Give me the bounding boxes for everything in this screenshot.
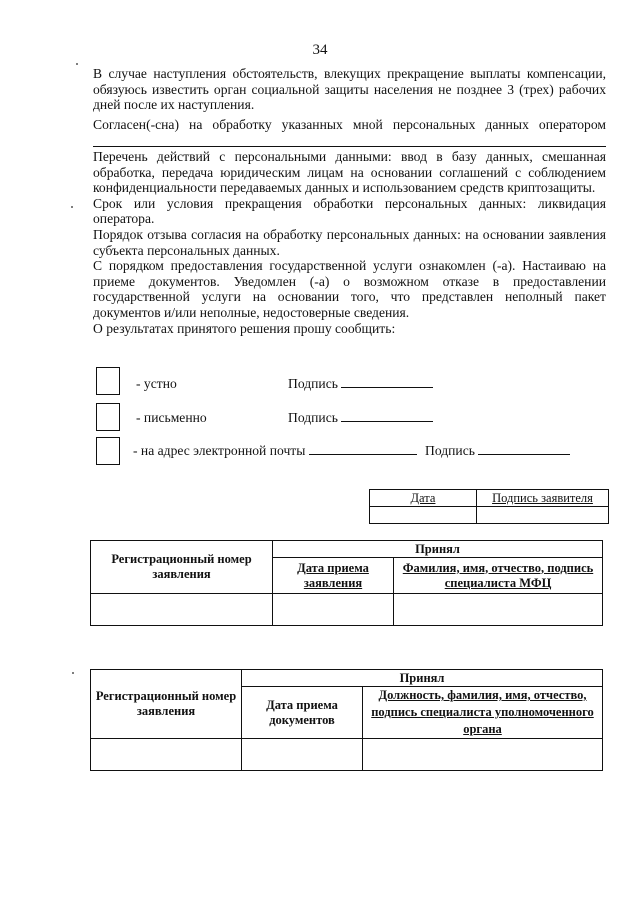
email-signature-label: Подпись: [425, 443, 475, 458]
page-number: 34: [312, 42, 328, 58]
obligation-paragraph: [93, 66, 606, 113]
paragraph-actions-list: Перечень действий с персональными данными: ввод в базу данных, смешанная обработка, передача юридическим лицам на основании соглашений с соблюдением конфиденциальности передаваемых данных и использованием средств криптозащиты.: [93, 149, 606, 196]
paragraph-service-acknowledgement: С порядком предоставления государственной услуги ознакомлен (-а). Настаиваю на приеме документов. Уведомлен (-а) о возможном отказе в предоставлении государственной услуги на основании того, что представлен неполный пакет документов и/или неполные, недостоверные сведения.: [93, 258, 606, 320]
oral-option-label: - устно: [136, 376, 177, 391]
authority-date-cell[interactable]: [242, 739, 363, 771]
authority-reg-number-cell[interactable]: [91, 739, 242, 771]
paragraph-withdrawal-order: Порядок отзыва согласия на обработку персональных данных: на основании заявления субъекта персональных данных.: [93, 226, 606, 258]
signature-cell[interactable]: [477, 507, 609, 524]
email-option: [133, 443, 417, 459]
date-header: Дата: [410, 490, 436, 505]
paragraph-consent: Согласен(-сна) на обработку указанных мной персональных данных оператором: [93, 117, 606, 132]
paragraph-notification-obligation: В случае наступления обстоятельств, влекущих прекращение выплаты компенсации, обязуюсь известить орган социальной защиты населения не позднее 3 (трех) рабочих дней после их наступления.: [93, 66, 606, 113]
scan-speck: [76, 63, 78, 65]
date-header-cell: [370, 490, 477, 507]
consent-operator-line: [93, 146, 606, 147]
email-checkbox[interactable]: [96, 437, 120, 465]
mfc-reg-number-header: Регистрационный номер заявления: [91, 541, 273, 594]
signature-header: Подпись заявителя: [492, 490, 593, 505]
written-signature: [288, 410, 433, 426]
authority-registration-table: [90, 669, 603, 771]
oral-signature-line[interactable]: [341, 387, 433, 388]
consent-paragraph: [93, 117, 606, 133]
authority-reg-number-header: Регистрационный номер заявления: [91, 670, 242, 739]
authority-accepted-header: Принял: [242, 670, 603, 687]
written-checkbox[interactable]: [96, 403, 120, 431]
date-cell[interactable]: [370, 507, 477, 524]
written-option-label: - письменно: [136, 410, 207, 425]
email-option-label: - на адрес электронной почты: [133, 443, 306, 458]
mfc-specialist-header: Фамилия, имя, отчество, подпись специалиста МФЦ: [394, 558, 603, 594]
oral-signature-label: Подпись: [288, 376, 338, 391]
scan-speck: [71, 206, 73, 208]
oral-signature: [288, 376, 433, 392]
email-address-line[interactable]: [309, 454, 417, 455]
mfc-reg-number-cell[interactable]: [91, 594, 273, 626]
mfc-accepted-header: Принял: [273, 541, 603, 558]
written-signature-line[interactable]: [341, 421, 433, 422]
paragraph-termination-terms: Срок или условия прекращения обработки персональных данных: ликвидация оператора.: [93, 195, 606, 227]
authority-specialist-header: [363, 687, 603, 739]
processing-details: [93, 149, 606, 336]
authority-date-header: Дата приема документов: [242, 687, 363, 739]
signature-header-cell: [477, 490, 609, 507]
email-signature-line[interactable]: [478, 454, 570, 455]
date-signature-table: [369, 489, 609, 524]
mfc-date-header: Дата приема заявления: [273, 558, 394, 594]
scan-speck: [72, 672, 74, 674]
written-signature-label: Подпись: [288, 410, 338, 425]
mfc-registration-table: [90, 540, 603, 626]
mfc-specialist-cell[interactable]: [394, 594, 603, 626]
email-signature: [425, 443, 570, 459]
paragraph-result-request: О результатах принятого решения прошу сообщить:: [93, 320, 396, 336]
authority-specialist-header-text: Должность, фамилия, имя, отчество, подпись специалиста уполномоченного органа: [371, 688, 594, 736]
mfc-date-cell[interactable]: [273, 594, 394, 626]
oral-checkbox[interactable]: [96, 367, 120, 395]
authority-specialist-cell[interactable]: [363, 739, 603, 771]
